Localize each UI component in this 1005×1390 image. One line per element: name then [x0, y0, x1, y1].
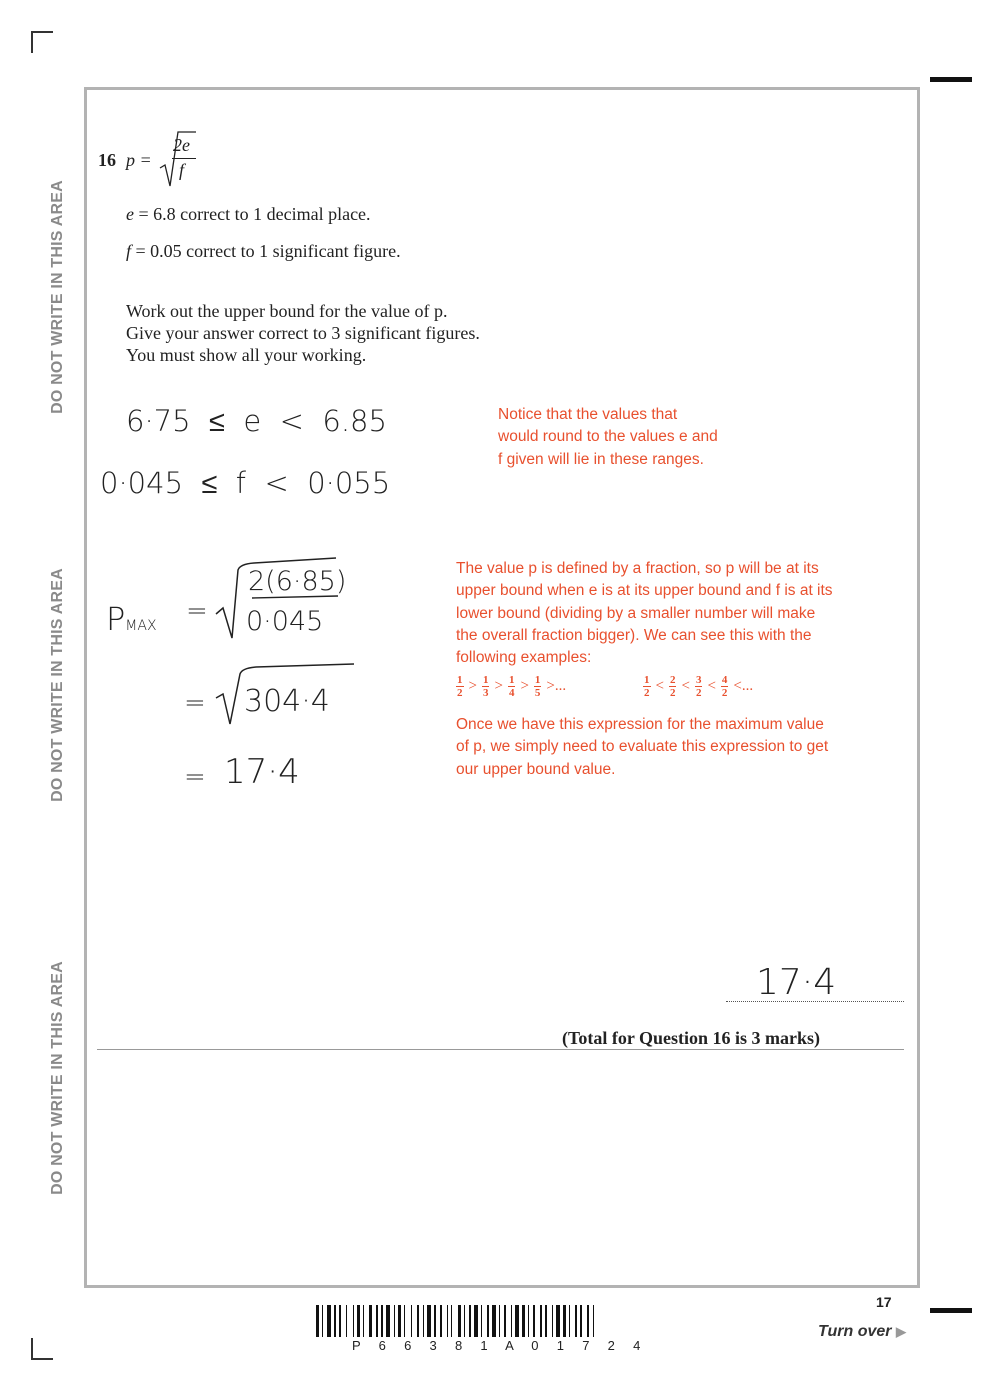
barcode-bar — [569, 1305, 570, 1337]
handwritten-e-bounds: 6·75 ≤ e < 6.85 — [126, 404, 387, 438]
barcode-bar — [411, 1305, 412, 1337]
barcode-bar — [398, 1305, 401, 1337]
fraction: $\frac{1}{3}$ — [482, 674, 489, 699]
annotation-note-2 — [456, 558, 833, 669]
barcode-bar — [474, 1305, 478, 1337]
sequence-tail: <... — [733, 678, 754, 694]
question-number: 16 — [98, 150, 116, 170]
annotation-line: f given will lie in these ranges. — [498, 450, 704, 468]
handwritten-equals-1: = — [186, 596, 208, 626]
barcode-bar — [545, 1305, 548, 1337]
crop-mark-bottom-left-h — [31, 1358, 53, 1360]
barcode-bar — [487, 1305, 490, 1337]
barcode-bar — [327, 1305, 331, 1337]
barcode-bar — [447, 1305, 448, 1337]
edge-bar-bottom-right — [930, 1308, 972, 1313]
margin-warning: DO NOT WRITE IN THIS AREA — [49, 180, 66, 414]
barcode-bar — [386, 1305, 390, 1337]
answer-dotted-line[interactable] — [726, 1001, 904, 1002]
barcode-bar — [363, 1305, 364, 1337]
barcode-bar — [381, 1305, 382, 1337]
barcode-text: P 6 6 3 8 1 A 0 1 7 2 4 — [352, 1338, 648, 1353]
crop-mark-top-left — [31, 31, 33, 53]
barcode-bar — [322, 1305, 323, 1337]
handwritten-denominator-1: 0·045 — [246, 606, 324, 637]
given-f-variable: f — [126, 241, 132, 261]
comparison-operator: < — [655, 678, 664, 694]
comparison-operator: > — [468, 678, 477, 694]
barcode-bar — [593, 1305, 594, 1337]
handwritten-value-2: 304·4 — [244, 684, 330, 719]
barcode-bar — [580, 1305, 581, 1337]
comparison-operator: > — [494, 678, 503, 694]
fraction: $\frac{1}{5}$ — [534, 674, 541, 699]
instruction-line: Give your answer correct to 3 significant figures. — [126, 323, 480, 343]
given-e-variable: e — [126, 204, 134, 224]
barcode-bar — [499, 1305, 500, 1337]
barcode-bar — [339, 1305, 342, 1337]
crop-mark-bottom-left — [31, 1338, 33, 1360]
page-number: 17 — [876, 1294, 892, 1310]
edge-bar-top-right — [930, 77, 972, 82]
fraction: $\frac{1}{2}$ — [457, 674, 463, 699]
barcode-bar — [528, 1305, 529, 1337]
barcode-bar — [334, 1305, 335, 1337]
handwritten-pmax-label — [106, 600, 157, 638]
comparison-operator: > — [520, 678, 529, 694]
fraction: $\frac{1}{4}$ — [508, 674, 515, 699]
formula-lhs: p = — [126, 150, 152, 170]
barcode-bar — [440, 1305, 443, 1337]
fraction: $\frac{4}{2}$ — [721, 674, 728, 699]
barcode-bar — [394, 1305, 395, 1337]
barcode-bar — [563, 1305, 566, 1337]
given-e-text: = 6.8 correct to 1 decimal place. — [138, 204, 371, 224]
formula-fraction-bar — [172, 158, 196, 159]
margin-warning: DO NOT WRITE IN THIS AREA — [49, 568, 66, 802]
formula-denominator: f — [179, 160, 185, 180]
turn-over — [818, 1323, 906, 1341]
instruction-line: Work out the upper bound for the value of p. — [126, 301, 448, 321]
fraction: $\frac{2}{2}$ — [669, 674, 676, 699]
handwritten-value-3: 17·4 — [224, 752, 300, 792]
barcode-bar — [434, 1305, 437, 1337]
barcode-bar — [515, 1305, 519, 1337]
barcode-bar — [353, 1305, 354, 1337]
barcode-bar — [376, 1305, 379, 1337]
total-marks: (Total for Question 16 is 3 marks) — [562, 1028, 821, 1048]
turn-over-label: Turn over — [818, 1323, 892, 1340]
fraction: $\frac{1}{2}$ — [644, 674, 650, 699]
barcode-bar — [575, 1305, 578, 1337]
formula-numerator: 2e — [173, 135, 190, 155]
barcode-bar — [469, 1305, 470, 1337]
barcode-bar — [556, 1305, 560, 1337]
sequence-tail: >... — [546, 678, 567, 694]
barcode-bar — [423, 1305, 424, 1337]
barcode-bar — [464, 1305, 465, 1337]
barcode-bar — [316, 1305, 319, 1337]
annotation-line: our upper bound value. — [456, 760, 616, 778]
given-f — [126, 240, 401, 262]
barcode-bar — [404, 1305, 405, 1337]
barcode-bar — [552, 1305, 553, 1337]
barcode-bar — [458, 1305, 461, 1337]
pmax-letter: P — [106, 600, 126, 638]
given-f-text: = 0.05 correct to 1 significant figure. — [135, 241, 401, 261]
annotation-line: the overall fraction bigger). We can see this with the — [456, 626, 812, 644]
barcode-bar — [481, 1305, 482, 1337]
barcode-bar — [369, 1305, 373, 1337]
barcode-bar — [346, 1305, 347, 1337]
barcode-bar — [417, 1305, 420, 1337]
barcode-bar — [427, 1305, 431, 1337]
handwritten-equals-3: = — [184, 762, 206, 792]
annotation-line: upper bound when e is at its upper bound and f is at its — [456, 582, 833, 600]
fraction: $\frac{3}{2}$ — [695, 674, 702, 699]
comparison-operator: < — [707, 678, 716, 694]
barcode-bar — [540, 1305, 541, 1337]
annotation-line: of p, we simply need to evaluate this expression to get — [456, 738, 829, 756]
annotation-line: following examples: — [456, 649, 592, 667]
barcode-bar — [492, 1305, 496, 1337]
annotation-line: The value p is defined by a fraction, so p will be at its — [456, 560, 819, 577]
comparison-operator: < — [681, 678, 690, 694]
play-arrow-icon: ▶ — [895, 1324, 906, 1339]
crop-mark-top-left-h — [31, 31, 53, 33]
annotation-note-1 — [498, 404, 718, 471]
fraction-sequence-decreasing — [456, 674, 566, 699]
barcode-bar — [587, 1305, 588, 1337]
handwritten-answer: 17·4 — [756, 962, 837, 1003]
annotation-line: Once we have this expression for the maximum value — [456, 716, 824, 733]
question-divider — [97, 1049, 904, 1050]
annotation-line: Notice that the values that — [498, 406, 678, 423]
barcode-bar — [451, 1305, 452, 1337]
barcode-bar — [504, 1305, 507, 1337]
barcode-bar — [533, 1305, 534, 1337]
pmax-subscript: MAX — [125, 618, 157, 634]
fraction-sequence-increasing — [643, 674, 753, 699]
given-e — [126, 203, 371, 225]
margin-warning: DO NOT WRITE IN THIS AREA — [49, 961, 66, 1195]
annotation-line: would round to the values e and — [498, 428, 718, 446]
barcode-bar — [511, 1305, 512, 1337]
barcode — [316, 1305, 686, 1337]
instruction-line: You must show all your working. — [126, 345, 367, 365]
barcode-bar — [357, 1305, 360, 1337]
handwritten-f-bounds: 0·045 ≤ f < 0·055 — [100, 466, 391, 500]
barcode-bar — [522, 1305, 525, 1337]
handwritten-numerator-1: 2(6·85) — [248, 566, 347, 597]
annotation-note-3 — [456, 714, 828, 781]
annotation-line: lower bound (dividing by a smaller number will make — [456, 604, 816, 622]
handwritten-equals-2: = — [184, 688, 206, 718]
